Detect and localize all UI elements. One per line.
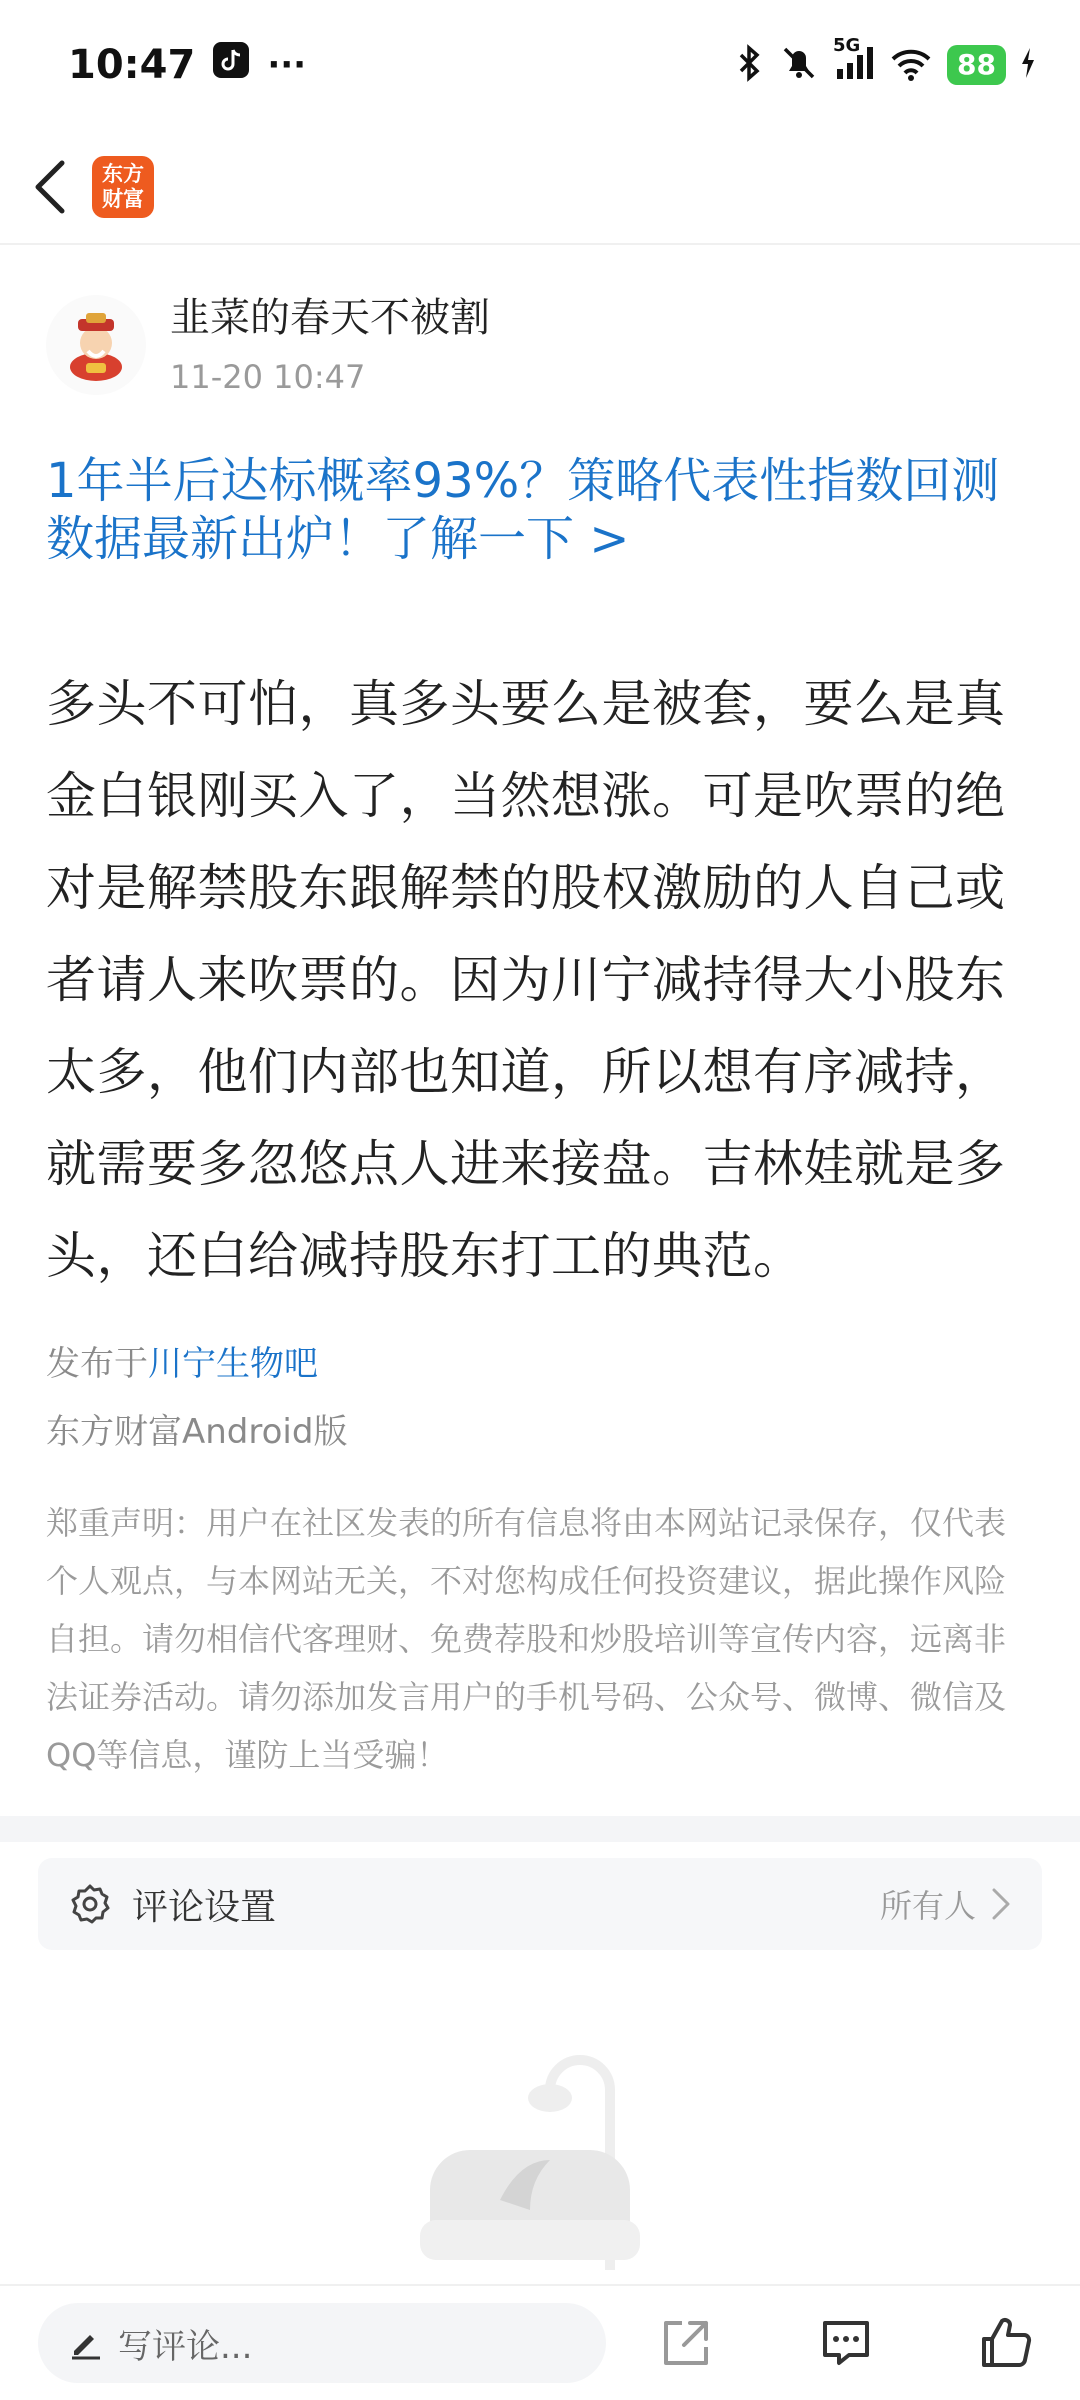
app-logo[interactable] [92, 156, 154, 218]
comment-settings-label: 评论设置 [132, 1886, 277, 1928]
publish-prefix: 发布于 [46, 1344, 148, 1384]
forum-link[interactable]: 川宁生物吧 [148, 1344, 318, 1384]
chevron-right-icon [990, 1886, 1012, 1922]
publish-info [46, 1336, 318, 1385]
comment-settings-row[interactable] [38, 1858, 1042, 1950]
author-info [170, 290, 490, 400]
comment-input[interactable] [38, 2303, 606, 2383]
like-button[interactable] [976, 2313, 1036, 2373]
mute-bell-icon [779, 43, 819, 87]
comment-input-placeholder: 写评论... [118, 2326, 253, 2367]
status-time: 10:47 [68, 42, 196, 88]
signal-icon [833, 35, 875, 87]
god-of-wealth-avatar-icon [56, 305, 136, 385]
wifi-icon [889, 43, 933, 87]
comment-button[interactable] [816, 2313, 876, 2373]
app-header [0, 130, 1080, 245]
share-button[interactable] [656, 2313, 716, 2373]
bottom-action-bar [0, 2284, 1080, 2400]
empty-comments-illustration [360, 2050, 720, 2290]
status-bar [0, 0, 1080, 130]
post-time: 11-20 10:47 [170, 358, 366, 396]
charging-icon [1020, 46, 1036, 84]
section-divider [0, 1816, 1080, 1842]
disclaimer: 郑重声明：用户在社区发表的所有信息将由本网站记录保存，仅代表个人观点，与本网站无关，不对您构成任何投资建议，据此操作风险自担。请勿相信代客理财、免费荐股和炒股培训等宣传内容，远离非法证券活动。请勿添加发言用户的手机号码、公众号、微博、微信及QQ等信息，谨防上当受骗！ [46, 1504, 1007, 1774]
pencil-icon [68, 2325, 104, 2361]
bottom-actions [636, 2313, 1036, 2373]
status-more: ··· [267, 45, 307, 85]
comment-settings-value: 所有人 [879, 1887, 976, 1925]
status-right [735, 35, 1036, 87]
back-button[interactable] [20, 147, 80, 227]
author-name[interactable]: 韭菜的春天不被割 [170, 295, 490, 341]
bluetooth-icon [735, 43, 765, 87]
tiktok-icon [213, 42, 249, 88]
client-source: 东方财富Android版 [46, 1412, 348, 1452]
lamp-mailbox-illustration-icon [360, 2050, 720, 2290]
share-icon [660, 2317, 712, 2369]
avatar[interactable] [46, 295, 146, 395]
network-type: 5G [833, 35, 861, 56]
author-block[interactable] [46, 280, 1036, 410]
status-left [68, 42, 306, 88]
thumbs-up-icon [978, 2315, 1034, 2371]
promo-link[interactable]: 1年半后达标概率93%？策略代表性指数回测数据最新出炉！了解一下 > [46, 453, 1000, 567]
post-body: 多头不可怕，真多头要么是被套，要么是真金白银刚买入了，当然想涨。可是吹票的绝对是解禁股东跟解禁的股权激励的人自己或者请人来吹票的。因为川宁减持得大小股东太多，他们内部也知道，所以想有序减持，就需要多忽悠点人进来接盘。吉林娃就是多头，还白给减持股东打工的典范。 [46, 675, 1006, 1285]
gear-icon [68, 1882, 112, 1926]
app-logo-text: 东方财富 [102, 161, 144, 211]
back-arrow-icon [32, 159, 68, 215]
comment-icon [819, 2317, 873, 2369]
battery-indicator: 88 [947, 45, 1006, 85]
